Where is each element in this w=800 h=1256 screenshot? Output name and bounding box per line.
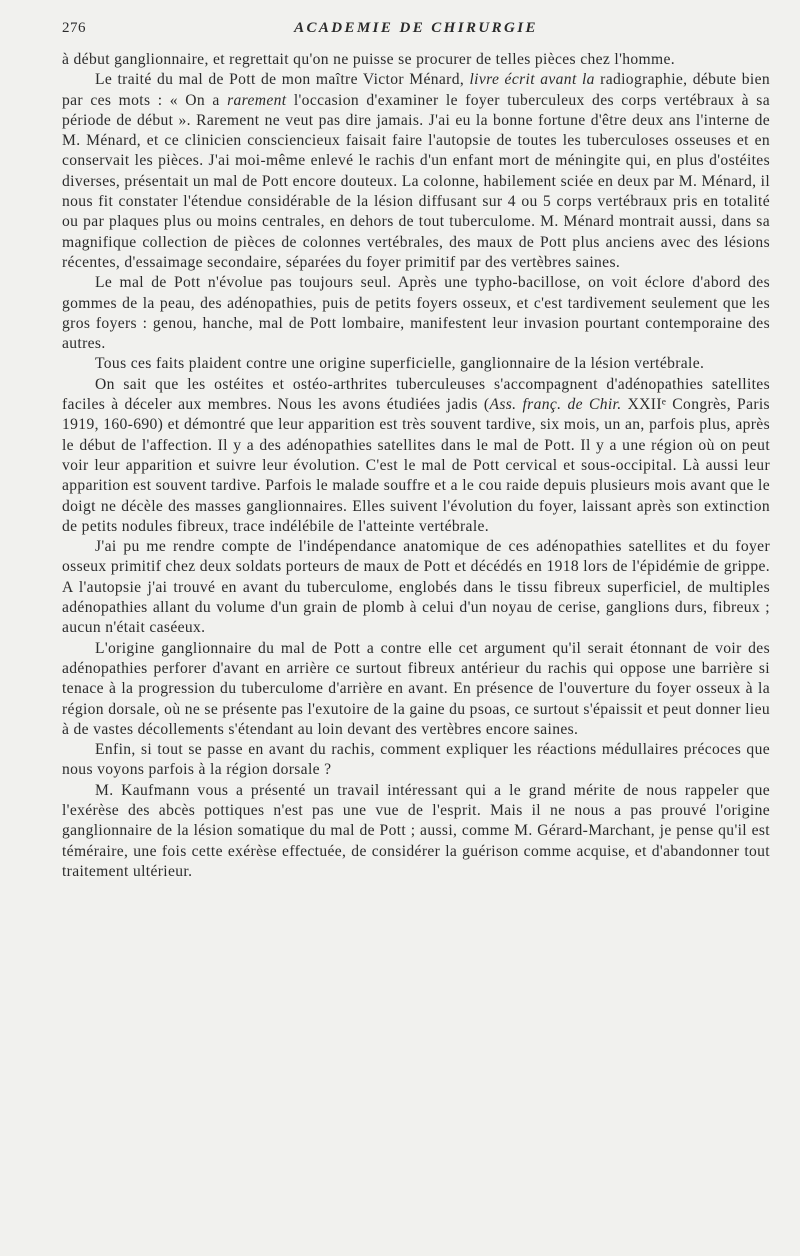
paragraph (62, 354, 770, 374)
italic-text: rarement (227, 91, 287, 109)
paragraph-text: Tous ces faits plaident contre une origine superficielle, ganglionnaire de la lésion vertébrale. (95, 355, 705, 373)
paragraph-text: XXIIᵉ Congrès, Paris 1919, 160-690) et démontré que leur apparition est très souvent tardive, six mois, un an, parfois plus, après le début de l'affection. Il y a des adénopathies satellites dans le mal de Pott. Il y a une région où on peut voir leur apparition et suivre leur évolution. C'est le mal de Pott cervical et sous-occipital. Là aussi leur apparition est souvent tardive. Parfois le malade souffre et a le cou raide depuis plusieurs mois avant que le doigt ne décèle des masses ganglionnaires. Elles suivent l'évolution du foyer, laissant après son extinction de petits nodules fibreux, trace indélébile de l'atteinte vertébrale. (62, 396, 770, 535)
paragraph (62, 375, 770, 537)
paragraph-text: M. Kaufmann vous a présenté un travail intéressant qui a le grand mérite de nous rappeler que l'exérèse des abcès pottiques n'est pas une vue de l'esprit. Mais il ne nous a pas prouvé l'origine ganglionnaire de la lésion somatique du mal de Pott ; aussi, comme M. Gérard-Marchant, je pense qu'il est téméraire, une fois cette exérèse effectuée, de considérer la guérison comme acquise, et d'abandonner tout traitement ultérieur. (62, 781, 770, 880)
paragraph (62, 50, 770, 70)
paragraph-text: J'ai pu me rendre compte de l'indépendance anatomique de ces adénopathies satellites et du foyer osseux primitif chez deux soldats porteurs de maux de Pott et décédés en 1918 lors de l'épidémie de grippe. A l'autopsie j'ai trouvé en avant du tuberculome, englobés dans le tissu fibreux superficiel, de multiples adénopathies allant du volume d'un grain de plomb à celui d'un noyau de cerise, ganglions durs, fibreux ; aucun n'était caséeux. (62, 538, 770, 637)
paragraph (62, 639, 770, 740)
paragraph-text: à début ganglionnaire, et regrettait qu'on ne puisse se procurer de telles pièces chez l'homme. (62, 51, 676, 68)
italic-text: livre écrit avant la (469, 71, 595, 89)
paragraph-text: Le mal de Pott n'évolue pas toujours seul. Après une typho-bacillose, on voit éclore d'abord des gommes de la peau, des adénopathies, puis de petits foyers osseux, et c'est tardivement seulement que les gros foyers : genou, hanche, mal de Pott lombaire, manifestent leur invasion pourtant contemporaine des autres. (62, 274, 770, 353)
paragraph-text: radiographie, débute bien par ces mots : « On a (62, 71, 771, 109)
italic-text: Ass. franç. de Chir. (489, 396, 622, 414)
paragraph (62, 537, 770, 638)
paragraph (62, 781, 770, 882)
page-header (62, 20, 770, 42)
running-title: ACADEMIE DE CHIRURGIE (294, 20, 538, 36)
body-text (62, 50, 770, 882)
paragraph-text: L'origine ganglionnaire du mal de Pott a contre elle cet argument qu'il serait étonnant de voir des adénopathies perforer d'avant en arrière ce surtout fibreux antérieur du rachis qui oppose une barrière si tenace à la progression du tuberculome d'arrière en avant. En présence de l'ouverture du foyer osseux à la région dorsale, où ne se présente pas l'exutoire de la gaine du psoas, ce surtout s'épaissit et peut donner lieu à de vastes décollements s'étendant au loin devant des vertèbres encore saines. (62, 639, 770, 738)
paragraph (62, 740, 770, 781)
paragraph-text: Le traité du mal de Pott de mon maître Victor Ménard, (95, 71, 470, 89)
paragraph-text: Enfin, si tout se passe en avant du rachis, comment expliquer les réactions médullaires précoces que nous voyons parfois à la région dorsale ? (62, 741, 770, 779)
paragraph (62, 273, 770, 354)
page-number: 276 (62, 20, 86, 36)
paragraph-text: l'occasion d'examiner le foyer tuberculeux des corps vertébraux à sa période de début ». Rarement ne veut pas dire jamais. J'ai eu la bonne fortune d'être deux ans l'interne de M. Ménard, et ce clinicien consciencieux faisait faire l'autopsie de toutes les tuberculoses osseuses et en conservait les pièces. J'ai moi-même enlevé le rachis d'un enfant mort de méningite qui, en plus d'ostéites diverses, présentait un mal de Pott encore douteux. La colonne, habilement sciée en deux par M. Ménard, il nous fit constater l'étendue considérable de la lésion diffusant sur 4 ou 5 corps vertébraux pris en totalité ou par plaques plus ou moins centrales, en dehors de tout tuberculome. M. Ménard montrait aussi, dans sa magnifique collection de pièces de colonnes vertébrales, des maux de Pott plus anciens avec des lésions récentes, d'essaimage secondaire, séparées du foyer primitif par des vertèbres saines. (62, 91, 770, 271)
paragraph-text: On sait que les ostéites et ostéo-arthrites tuberculeuses s'accompagnent d'adénopathies satellites faciles à déceler aux membres. Nous les avons étudiées jadis ( (62, 375, 770, 414)
paragraph (62, 70, 770, 273)
